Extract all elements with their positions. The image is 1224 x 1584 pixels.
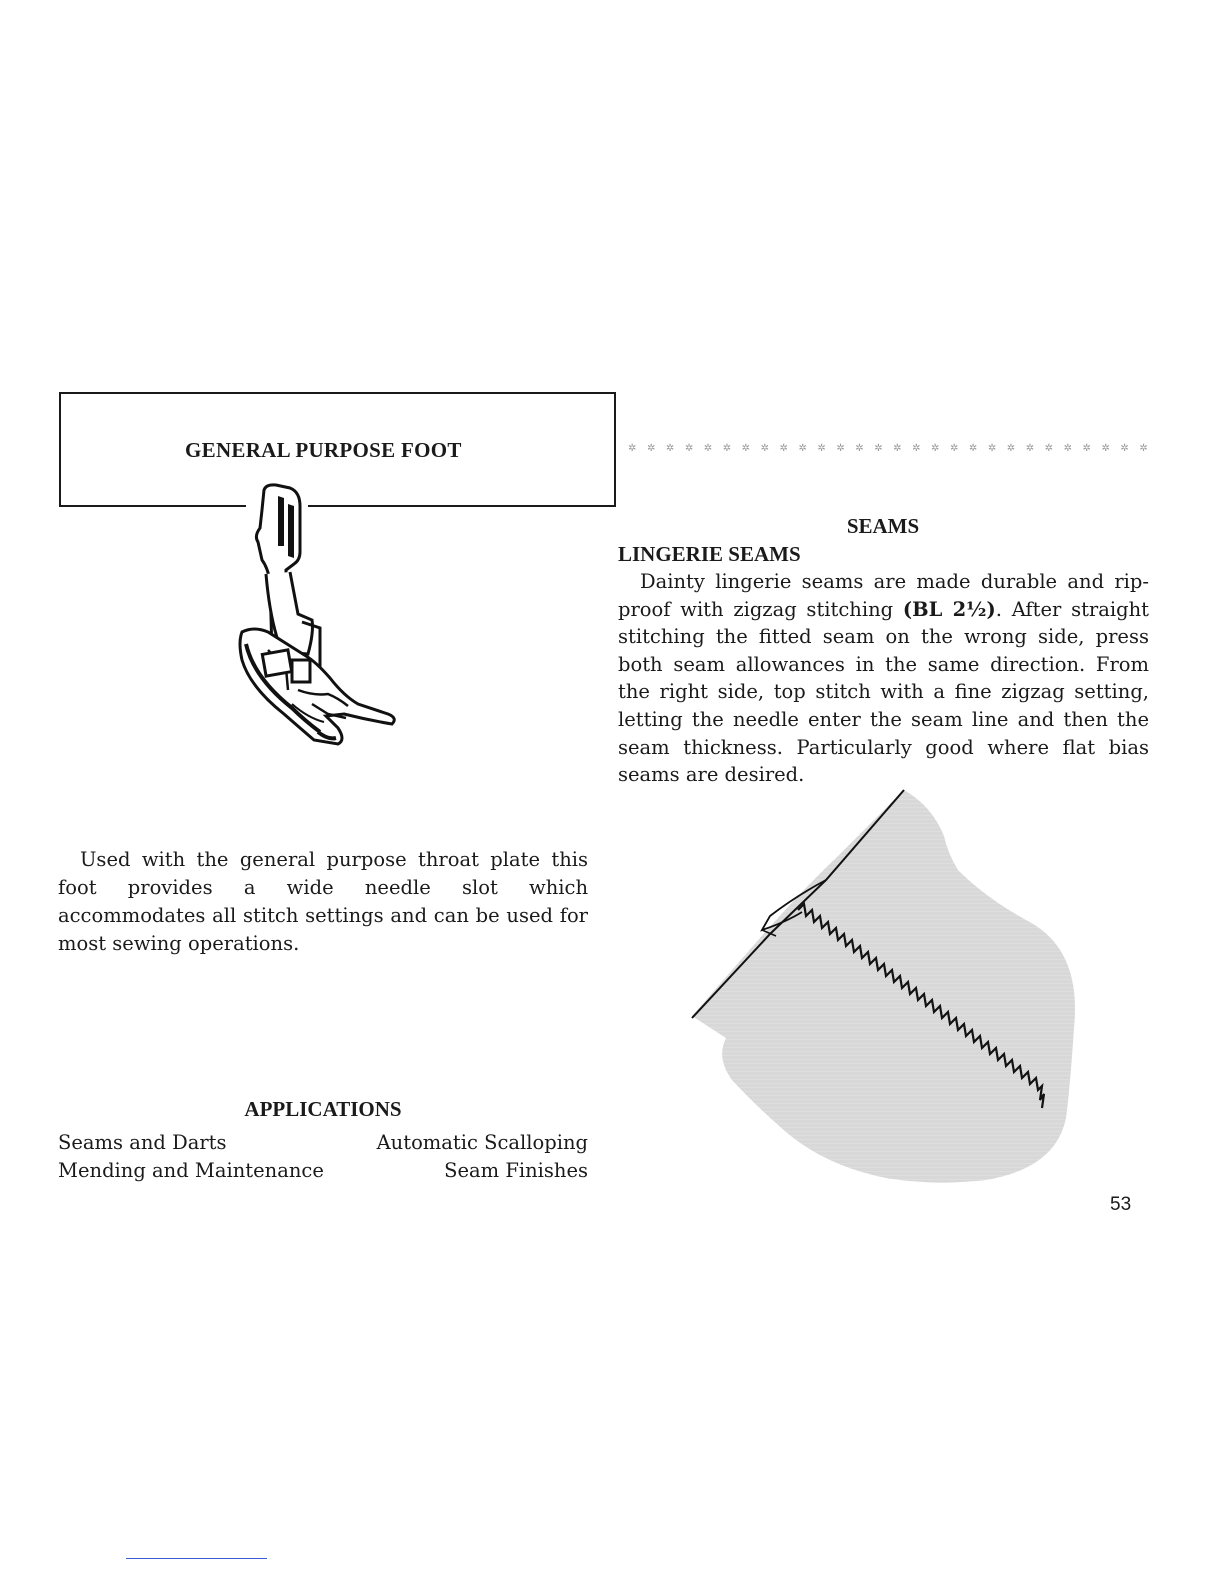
- application-item: Automatic Scalloping: [376, 1131, 588, 1154]
- stitch-setting: (BL 2½): [902, 597, 996, 621]
- application-item: Mending and Maintenance: [58, 1159, 324, 1182]
- paragraph-text: Dainty lingerie seams are made durable and rip-proof with zigzag stitching: [618, 570, 1149, 621]
- box-title: GENERAL PURPOSE FOOT: [185, 438, 462, 462]
- application-item: Seams and Darts: [58, 1131, 227, 1154]
- applications-row: [58, 1129, 588, 1157]
- application-item: Seam Finishes: [444, 1159, 588, 1182]
- page-number: 53: [1110, 1194, 1132, 1215]
- subsection-title: LINGERIE SEAMS: [618, 542, 801, 566]
- foot-description: Used with the general purpose throat plate this foot provides a wide needle slot which accommodates all stitch settings and can be used for most sewing operations.: [58, 848, 588, 955]
- applications-row: [58, 1157, 588, 1185]
- decorative-dot-rule: ✲ ✲ ✲ ✲ ✲ ✲ ✲ ✲ ✲ ✲ ✲ ✲ ✲ ✲ ✲ ✲ ✲ ✲ ✲ ✲ ✲ ✲ ✲ ✲ ✲ ✲ ✲ ✲: [628, 443, 1148, 454]
- lingerie-seams-paragraph: [618, 568, 1149, 789]
- zigzag-seam-icon: [686, 788, 1086, 1192]
- footer-rule: [126, 1558, 267, 1559]
- applications-title: APPLICATIONS: [244, 1097, 402, 1121]
- section-title: SEAMS: [846, 514, 920, 538]
- applications-list: [58, 1129, 588, 1185]
- paragraph-text: . After straight stitching the fitted seam on the wrong side, press both seam allowances in the same direction. From the right side, top stitch with a fine zigzag setting, letting the needle enter the seam line and then the seam thickness. Particularly good where flat bias seams are desired.: [618, 597, 1149, 787]
- presser-foot-icon: [228, 482, 403, 751]
